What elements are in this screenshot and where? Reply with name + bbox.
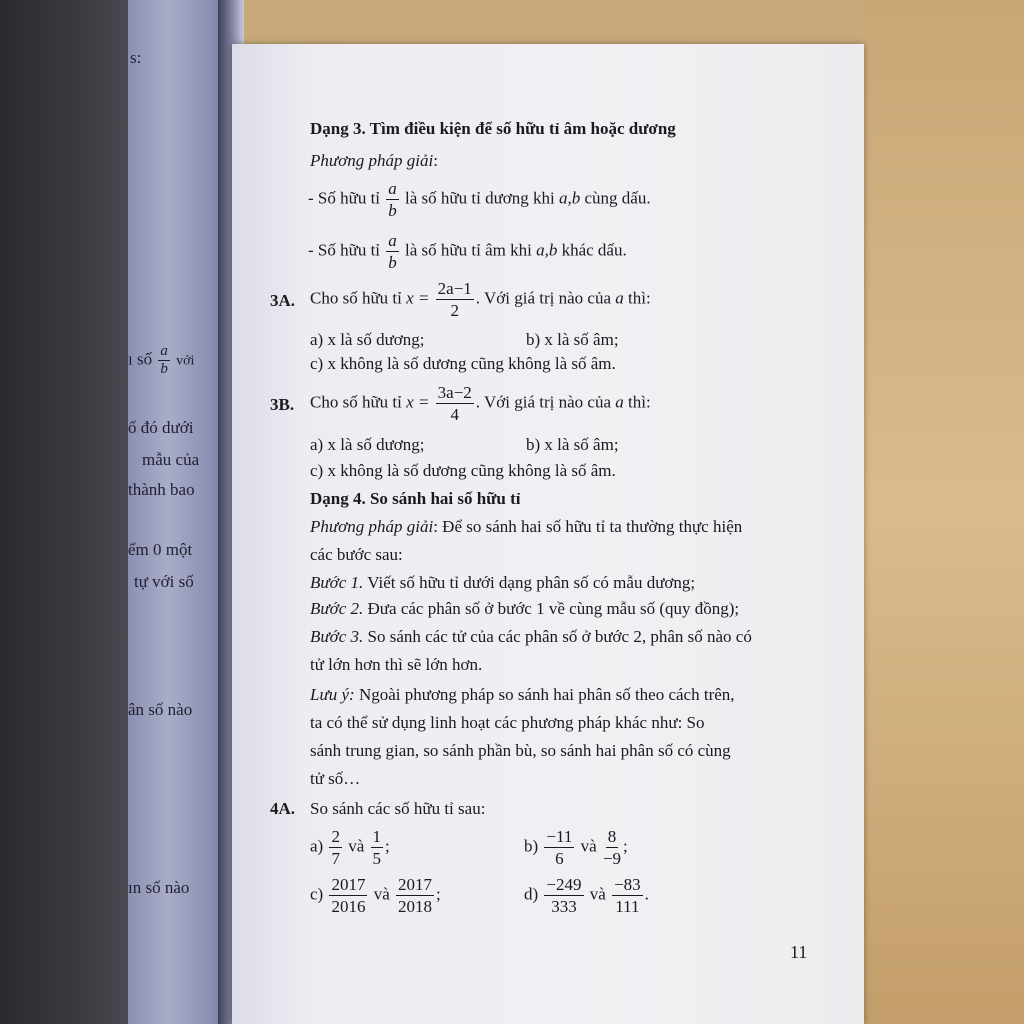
fraction-numerator: 3a−2 [437,383,472,402]
rule-text: là số hữu tỉ dương khi [405,188,555,208]
fraction [544,876,583,915]
exercise-label-4A: 4A. [270,799,296,818]
step-text: Viết số hữu tỉ dưới dạng phân số có mẫu dương; [363,573,696,592]
left-page-fragment-text: ı số [128,349,153,369]
dang4-step3 [310,628,752,645]
left-page-fragment: s: [130,48,142,67]
fraction-numerator: 2017 [398,875,433,894]
conjunction: và [348,836,365,856]
method-label-text: Phương pháp giải [310,151,434,170]
left-page-fragment: mẫu của [142,450,200,469]
fraction-denominator: 7 [331,849,340,868]
part-label: a) [310,836,324,856]
fraction-denominator: 4 [450,405,459,424]
note-text: Ngoài phương pháp so sánh hai phân số theo cách trên, [354,685,735,704]
fraction-denominator: b [160,361,168,377]
dang4-method-line2: các bước sau: [310,545,403,564]
dang4-note-line3: sánh trung gian, so sánh phần bù, so sánh hai phân số có cùng [310,741,731,760]
exercise-4A-prompt: So sánh các số hữu tỉ sau: [310,799,486,818]
exercise-3A-part-b: b) x là số âm; [526,330,619,349]
fraction [544,828,574,867]
exercise-3B-part-a: a) x là số dương; [310,435,425,454]
prompt-variable: a [615,392,624,412]
left-page-fraction [158,344,170,377]
method-label-text: Phương pháp giải [310,517,434,536]
table-surface-left [0,0,130,1024]
dang4-step3-cont: tử lớn hơn thì sẽ lớn hơn. [310,655,483,674]
fraction-denominator: b [388,253,397,272]
exercise-4A-part-b [524,828,628,867]
exercise-4A-part-d [524,876,649,915]
exercise-label-3B: 3B. [270,395,295,414]
left-page-fragment: ân số nào [128,700,193,719]
exercise-4A-part-a [310,828,390,867]
rule-positive [308,180,651,219]
page-number: 11 [790,942,808,962]
punctuation: ; [623,836,628,856]
fraction-3a-minus-2-over-4 [436,384,474,423]
prompt-variable: x = [406,392,430,412]
rule-variables: a,b [559,188,581,208]
punctuation: ; [436,884,441,904]
fraction-denominator: 5 [372,849,382,868]
rule-text: là số hữu tỉ âm khi [405,240,532,260]
conjunction: và [589,884,606,904]
fraction [329,876,367,915]
fraction-denominator: 2018 [398,897,433,916]
exercise-3A-prompt [310,280,651,319]
left-page-fragment-text: với [176,353,195,369]
dang4-note-line1 [310,686,735,703]
prompt-text: Cho số hữu tỉ [310,392,402,412]
prompt-text: . Với giá trị nào của [475,392,611,412]
fraction-numerator: 8 [607,827,617,846]
part-label: b) [524,836,539,856]
section-title-dang4: Dạng 4. So sánh hai số hữu tỉ [310,489,521,508]
fraction-denominator: b [388,201,397,220]
prompt-variable: a [615,288,624,308]
dang4-note-line4: tử số… [310,769,361,788]
note-label: Lưu ý: [310,685,355,704]
punctuation: ; [385,836,390,856]
left-page-fragment: ın số nào [128,878,190,897]
exercise-label-3A: 3A. [270,291,296,310]
exercise-3A-part-a: a) x là số dương; [310,330,425,349]
rule-negative [308,232,627,271]
part-label: c) [310,884,324,904]
fraction [371,828,384,867]
rule-variables: a,b [536,240,558,260]
rule-text: cùng dấu. [584,188,651,208]
conjunction: và [580,836,597,856]
fraction-denominator: 111 [615,897,640,916]
left-page-fragment: ố đó dưới [128,418,194,437]
step-text: So sánh các tử của các phân số ở bước 2, phân số nào có [363,627,752,646]
fraction-numerator: 2017 [331,875,366,894]
fraction-numerator: a [160,343,168,359]
left-page-fragment: thành bao [128,480,195,499]
fraction-numerator: 2a−1 [437,279,472,298]
part-label: d) [524,884,539,904]
fraction-a-over-b [386,180,399,219]
rule-text: - Số hữu tỉ [308,240,381,260]
prompt-variable: x = [406,288,430,308]
conjunction: và [373,884,390,904]
fraction-denominator: 2016 [331,897,366,916]
left-page-fragment: ểm 0 một [128,540,193,559]
fraction-numerator: −11 [546,827,573,846]
fraction-numerator: 1 [372,827,382,846]
fraction-denominator: 6 [555,849,564,868]
fraction-numerator: 2 [331,827,340,846]
prompt-text: . Với giá trị nào của [475,288,611,308]
prompt-text: Cho số hữu tỉ [310,288,402,308]
fraction [329,828,342,867]
fraction-numerator: a [388,231,397,250]
exercise-3A-part-c: c) x không là số dương cũng không là số âm. [310,354,616,373]
fraction-denominator: 333 [551,897,577,916]
exercise-3B-part-c: c) x không là số dương cũng không là số âm. [310,461,616,480]
prompt-text: thì: [628,392,651,412]
step-text: Đưa các phân số ở bước 1 về cùng mẫu số (quy đồng); [363,599,740,618]
fraction [612,876,643,915]
fraction-a-over-b [386,232,399,271]
step-label: Bước 3. [310,627,364,646]
step-label: Bước 1. [310,573,364,592]
exercise-3B-part-b: b) x là số âm; [526,435,619,454]
punctuation: . [644,884,649,904]
step-label: Bước 2. [310,599,364,618]
fraction-2a-minus-1-over-2 [436,280,474,319]
fraction [603,828,621,867]
fraction-denominator: 2 [450,301,459,320]
method-text: : Để so sánh hai số hữu tỉ ta thường thực hiện [433,517,743,536]
dang4-step1 [310,574,695,591]
rule-text: khác dấu. [561,240,627,260]
exercise-3B-prompt [310,384,651,423]
left-page-fragment [128,344,194,377]
method-label [310,152,438,169]
left-page [128,0,228,1024]
fraction-numerator: −83 [614,875,641,894]
dang4-note-line2: ta có thể sử dụng linh hoạt các phương pháp khác như: So [310,713,705,732]
exercise-4A-part-c [310,876,441,915]
left-page-fragment: tự với số [134,572,194,591]
section-title-dang3: Dạng 3. Tìm điều kiện để số hữu tỉ âm hoặc dương [310,119,676,138]
fraction [396,876,434,915]
table-surface-right [864,0,1024,1024]
rule-text: - Số hữu tỉ [308,188,381,208]
method-colon: : [433,151,438,170]
fraction-numerator: a [388,179,397,198]
dang4-method-line1 [310,518,742,535]
prompt-text: thì: [628,288,651,308]
dang4-step2 [310,600,739,617]
fraction-denominator: −9 [602,849,622,868]
fraction-numerator: −249 [546,875,582,894]
